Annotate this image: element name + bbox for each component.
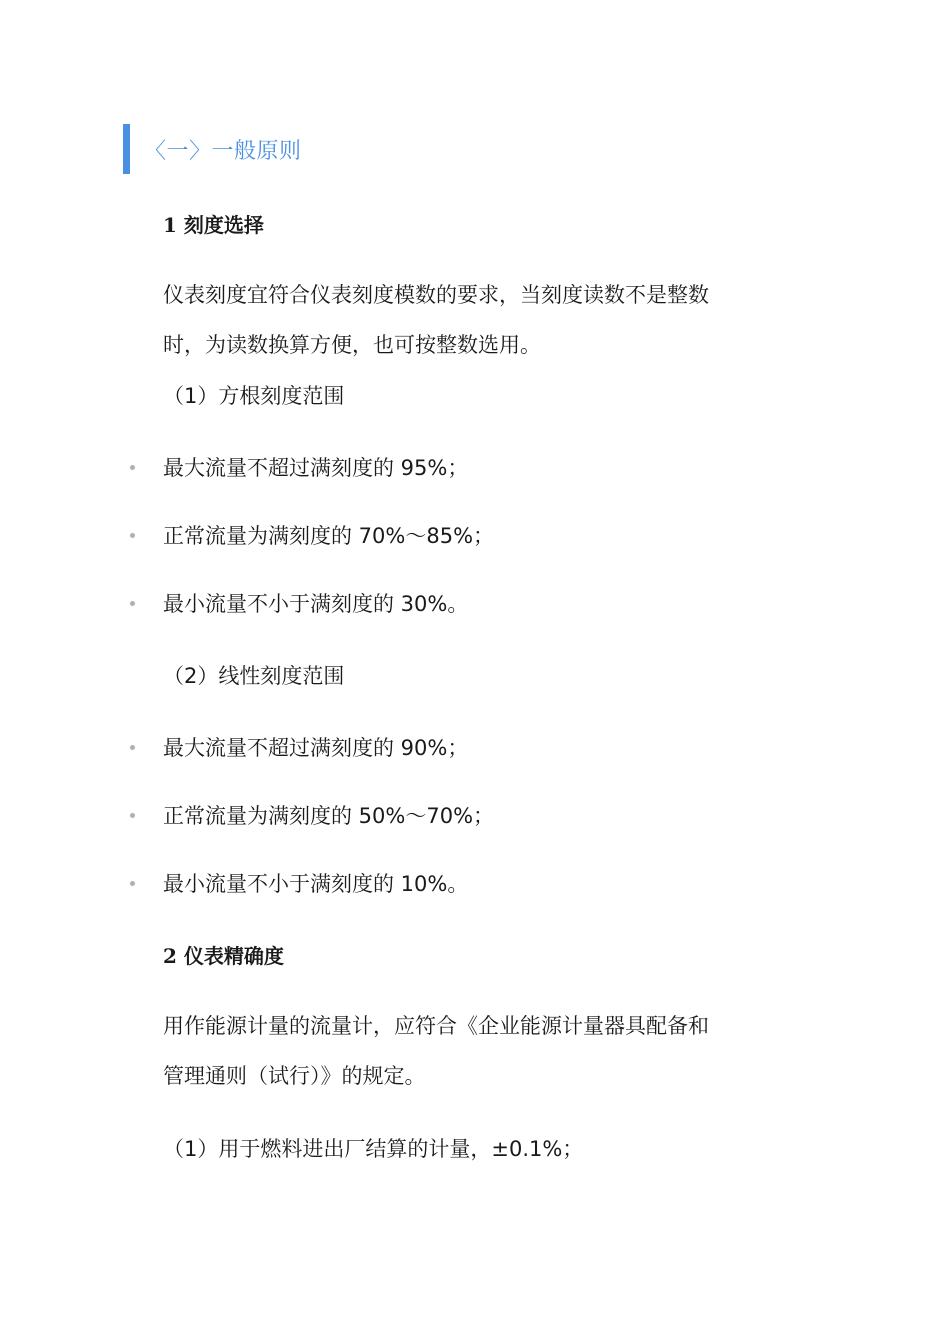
section-title: 〈一〉一般原则 — [144, 138, 302, 164]
list-item — [130, 868, 468, 898]
list-item-text: 正常流量为满刻度的 70%～85%； — [163, 524, 495, 548]
linear-scale-range-heading: （2）线性刻度范围 — [163, 664, 345, 688]
list-item-text: 最小流量不小于满刻度的 30%。 — [163, 592, 469, 616]
subsection-heading-scale-selection: 1 刻度选择 — [163, 213, 264, 237]
subsection-heading-accuracy: 2 仪表精确度 — [163, 944, 284, 968]
bullet-icon — [130, 601, 135, 606]
list-item — [130, 452, 468, 482]
paragraph-line: 管理通则（试行）》的规定。 — [163, 1064, 426, 1088]
paragraph-line: 时，为读数换算方便，也可按整数选用。 — [163, 333, 541, 357]
heading-accent-bar — [123, 124, 130, 174]
paragraph-line: 用作能源计量的流量计，应符合《企业能源计量器具配备和 — [163, 1014, 709, 1038]
list-item-text: 正常流量为满刻度的 50%～70%； — [163, 804, 495, 828]
list-item-text: 最大流量不超过满刻度的 90%； — [163, 736, 469, 760]
paragraph-line: 仪表刻度宜符合仪表刻度模数的要求，当刻度读数不是整数 — [163, 283, 709, 307]
bullet-icon — [130, 533, 135, 538]
list-item — [130, 732, 468, 762]
fuel-settlement-item: （1）用于燃料进出厂结算的计量，±0.1%； — [163, 1137, 584, 1161]
sqrt-scale-range-heading: （1）方根刻度范围 — [163, 384, 345, 408]
list-item-text: 最大流量不超过满刻度的 95%； — [163, 456, 469, 480]
list-item — [130, 588, 468, 618]
list-item — [130, 520, 494, 550]
bullet-icon — [130, 881, 135, 886]
accuracy-paragraph — [163, 1001, 783, 1101]
section-heading — [123, 124, 302, 174]
list-item — [130, 800, 494, 830]
bullet-icon — [130, 465, 135, 470]
scale-selection-paragraph — [163, 270, 783, 370]
bullet-icon — [130, 813, 135, 818]
list-item-text: 最小流量不小于满刻度的 10%。 — [163, 872, 469, 896]
bullet-icon — [130, 745, 135, 750]
